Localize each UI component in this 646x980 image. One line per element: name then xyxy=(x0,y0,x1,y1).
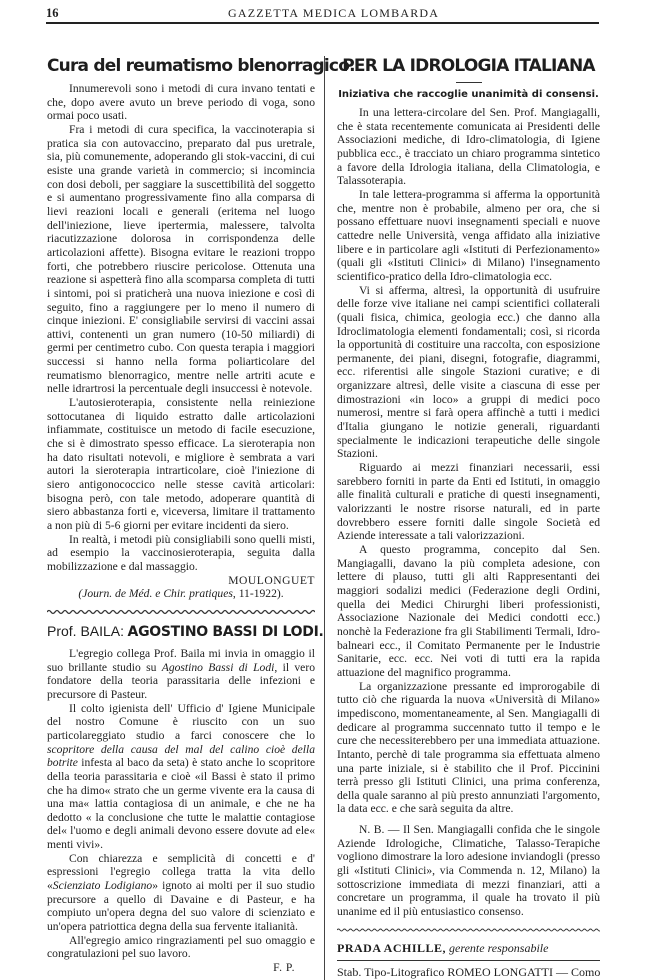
text-segment: Scienziato Lodigiano xyxy=(52,879,153,893)
paragraph xyxy=(337,461,600,543)
right-column xyxy=(324,56,600,980)
paragraphs xyxy=(47,647,315,961)
paragraph xyxy=(337,284,600,462)
paragraph xyxy=(47,702,315,852)
text-segment: In una lettera-circolare del Sen. Prof. Mangiagalli, che è stata recentemente comunicata ai Presidenti delle Associazioni mediche, di Idro-climatologia, di Igiene pubblica ecc., è tracciato un chiaro programma sintetico a favore della Idrologia italiana, della Climatologia, e Talassoterapia. xyxy=(337,106,600,188)
text-segment: Agostino Bassi di Lodi xyxy=(161,660,275,674)
article-reumatismo-body xyxy=(47,82,315,601)
text-segment: In tale lettera-programma si afferma la opportunità che, mentre non è probabile, almeno per ora, che si possano effettuare nuovi insegnamenti speciali e nuove cattedre nelle Università, venga affidato alla iniziative libere e in particolare agli «Istituti di Perfezionamento» (quali gli «Istituti Clinici» di Milano) l'insegnamento scientifico-pratico della Idro-climatologia ecc. xyxy=(337,187,600,283)
article-title-reumatismo: Cura del reumatismo blenorragico. xyxy=(47,56,355,76)
text-segment: , 11-1922). xyxy=(232,587,284,601)
printer-line: Stab. Tipo-Litografico ROMEO LONGATTI — Como xyxy=(337,964,601,979)
paragraph xyxy=(337,543,600,680)
text-segment: All'egregio amico ringraziamenti pel suo omaggio e congratulazioni pel suo lavoro. xyxy=(47,933,315,961)
text-segment: Riguardo ai mezzi finanziari necessarii, essi sarebbero forniti in parte da Enti ed Istituti, in omaggio alle finalità culturali e pratiche di questi insegnamenti, valorizzanti le nostre risorse naturali, ed in parte dovrebbero essere forniti dalle singole Società ed Aziende interessate a tali valorizzazioni. xyxy=(337,461,600,543)
left-column xyxy=(47,56,355,975)
manager-name: PRADA ACHILLE, xyxy=(337,940,447,955)
paragraph xyxy=(337,823,600,919)
text-segment: Vi si afferma, altresì, la opportunità di usufruire delle forze vive italiane nei campi scientifici collaterali (quali fisica, chimica, geologia ecc.) che danno alla Idroclimatologia elementi fondamentali; così, si ricorda la opportunità di costituire una raccolta, con esposizione permanente, dei piani, disegni, fotografie, diagrammi, ecc. riferentisi alle singole Stazioni curative; e di organizzare altresì, delle visite a ciascuna di esse per dimostrazioni «in loco» a gruppi di medici poco numerosi, mentre si farà opera affinchè a tutti i medici d'Italia giungano le notizie generali, riguardanti specialmente le indicazioni terapeutiche delle singole Stazioni. xyxy=(337,283,600,461)
text-segment: (Journ. de Méd. e Chir. pratiques xyxy=(78,587,233,601)
text-segment: N. B. — Il Sen. Mangiagalli confida che le singole Aziende Idrologiche, Climatiche, Talasso-Terapiche vogliono dimostrare la loro adesione inviandogli (presso gli «Istituti Clinici», via Commenda n. 12, Milano) la sottoscrizione immediata di mezzi finanziari, atti a concretare un programma, il quale ha trovato il più unanime ed il più entusiastico consenso. xyxy=(337,823,600,919)
text-segment: , il vero fondatore della teoria parassitaria delle infezioni e precursore di Pasteur. xyxy=(47,660,315,701)
article-idrologia-body xyxy=(337,106,600,919)
source-citation xyxy=(47,587,315,601)
title-prefix: Prof. BAILA: xyxy=(47,622,125,639)
paragraph xyxy=(337,106,600,188)
article-subtitle: Iniziativa che raccoglie unanimità di consensi. xyxy=(338,89,599,100)
article-bassi-body xyxy=(47,647,315,975)
signature: F. P. xyxy=(273,961,295,975)
manager-role: gerente responsabile xyxy=(449,940,549,955)
text-segment: Fra i metodi di cura specifica, la vaccinoterapia si pratica sia con autovaccino, preparato dal pus uretrale, sia, più comunemente, adoperando gli stok-vaccini, di cui esiste una grande varietà in commercio; si incomincia con dosi deboli, per saggiare la suscettibilità del soggetto e si aumentano progressivamente fino alla comparsa di lievi reazioni locali e generali (eritema nel luogo dell'iniezione, lieve ipertermia, malessere, talvolta riacutizzazione dolorosa in corrispondenza delle articolazioni affette). Bisogna evitare le reazioni troppo forti, che potrebbero riuscire pericolose. Ottenuta una reazione si aspetterà fino alla scomparsa completa di tutti i sintomi, poi si praticherà una nuova iniezione e così di seguito, fino a raggiungere per lo meno il numero di cinque iniezioni. E' consigliabile servirsi di vaccini assai attivi, contenenti un gran numero (10-50 miliardi) di germi per centimetro cubo. Con questa terapia i maggiori successi si hanno nella forma poliarticolare del reumatismo blenorragico, mentre nelle artriti acute e nelle idrartrosi la percentuale degli insuccessi è notevole. xyxy=(47,122,315,396)
paragraph xyxy=(47,396,315,533)
text-segment: A questo programma, concepito dal Sen. Mangiagalli, davano la più completa adesione, con lettere di plauso, tutti gli alti Rappresentanti dei maggiori sodalizi medici (Federazione degli Ordini, quella dei Medici Chirurghi liberi professionisti, Associazione Nazionale dei Medici condotti ecc.) nonchè la Federazione fra gli Stabilimenti Termali, Idro-balneari ecc., il Comitato Permanente per le Industrie Sanitarie, ecc. ecc. Nei voti di tutti era la rapida attuazione del magnifico programma. xyxy=(337,543,600,679)
text-segment: In realtà, i metodi più consigliabili sono quelli misti, ad esempio la vaccinosieroterapia, seguita dalla mobilizzazione e dal massaggio. xyxy=(47,532,315,573)
article-title-idrologia: PER LA IDROLOGIA ITALIANA xyxy=(342,56,595,76)
paragraph xyxy=(47,647,315,702)
page-header xyxy=(46,4,599,24)
title-main: AGOSTINO BASSI DI LODI. xyxy=(127,623,324,640)
text-segment: Innumerevoli sono i metodi di cura invano tentati e che, dopo avere avuto un breve periodo di voga, sono ormai poco usati. xyxy=(47,82,315,123)
paragraph xyxy=(337,680,600,817)
paragraphs xyxy=(337,106,600,919)
manager-line xyxy=(337,941,600,961)
paragraph xyxy=(47,934,315,961)
text-segment: L'autosieroterapia, consistente nella reiniezione sottocutanea di liquido estratto dalle articolazioni infiammate, costituisce un metodo di facile esecuzione, che si è dimostrato spesso efficace. La sieroterapia non ha dato risultati notevoli, e migliore è sembrata a vari autori la sieroterapia intrarticolare, cioè l'iniezione di siero antigonococcico nelle stesse cavità articolari: bisogna però, con tale metodo, adoperare quantità di siero abbastanza forti e, viceversa, limitare il trattamento a non più di 5-6 giorni per evitare incidenti da siero. xyxy=(47,396,315,532)
text-segment: Il colto igienista dell' Ufficio d' Igiene Municipale del nostro Comune è riuscito con un suo particolareggiato studio a farci conoscere che lo xyxy=(47,701,315,742)
journal-title: GAZZETTA MEDICA LOMBARDA xyxy=(228,6,440,20)
article-title-bassi xyxy=(47,622,324,641)
title-rule xyxy=(456,82,482,83)
text-segment: scopritore della causa del mal del calino cioè della botrite xyxy=(47,742,315,770)
signature: MOULONGUET xyxy=(228,573,315,587)
paragraph xyxy=(337,188,600,284)
paragraphs xyxy=(47,82,315,574)
paragraph xyxy=(47,123,315,396)
text-segment: infesta al baco da seta) è stato anche lo scopritore della teoria parassitaria e cioè «il Bassi è stato il primo che ha dimo« strato che un germe vivente era la causa di una ma« lattia contagiosa di un animale, e che ne ha dedotto « la conclusione che tutte le malattie contagiose del« l'uomo e degli animali devono essere dovute ad ele« menti vivi». xyxy=(47,756,315,852)
text-segment: Con chiarezza e semplicità di concetti e d' espressioni l'egregio collega tratta la vita dello « xyxy=(47,851,315,893)
wavy-separator xyxy=(47,609,315,615)
text-segment: » ignoto ai molti per il suo studio precursore a quello di Davaine e di Pasteur, e ha compiuto un'opera degna del suo valore di scienziato e un'opera patriottica degna della sua fervente italianità. xyxy=(47,879,315,934)
text-segment: L'egregio collega Prof. Baila mi invia in omaggio il suo brillante studio su xyxy=(47,646,315,674)
paragraph xyxy=(47,852,315,934)
paragraph xyxy=(47,82,315,123)
page-number: 16 xyxy=(46,6,59,20)
wavy-separator xyxy=(337,927,600,933)
paragraph xyxy=(47,533,315,574)
text-segment: La organizzazione pressante ed improrogabile di tutto ciò che riguarda la nuova «Università di Milano» impediscono, momentaneamente, al Sen. Mangiagalli di dedicare al programma succennato tutto il tempo e le cure che necessiterebbero per una immediata attuazione. Intanto, perchè di tale programma sia effettuata almeno una parte iniziale, si è stabilito che il Prof. Piccinini terrà presso gli Istituti Clinici, una prima conferenza, della quale saranno al più presto annunziati l'argomento, la data ecc. e che sarà seguita da altre. xyxy=(337,679,600,816)
